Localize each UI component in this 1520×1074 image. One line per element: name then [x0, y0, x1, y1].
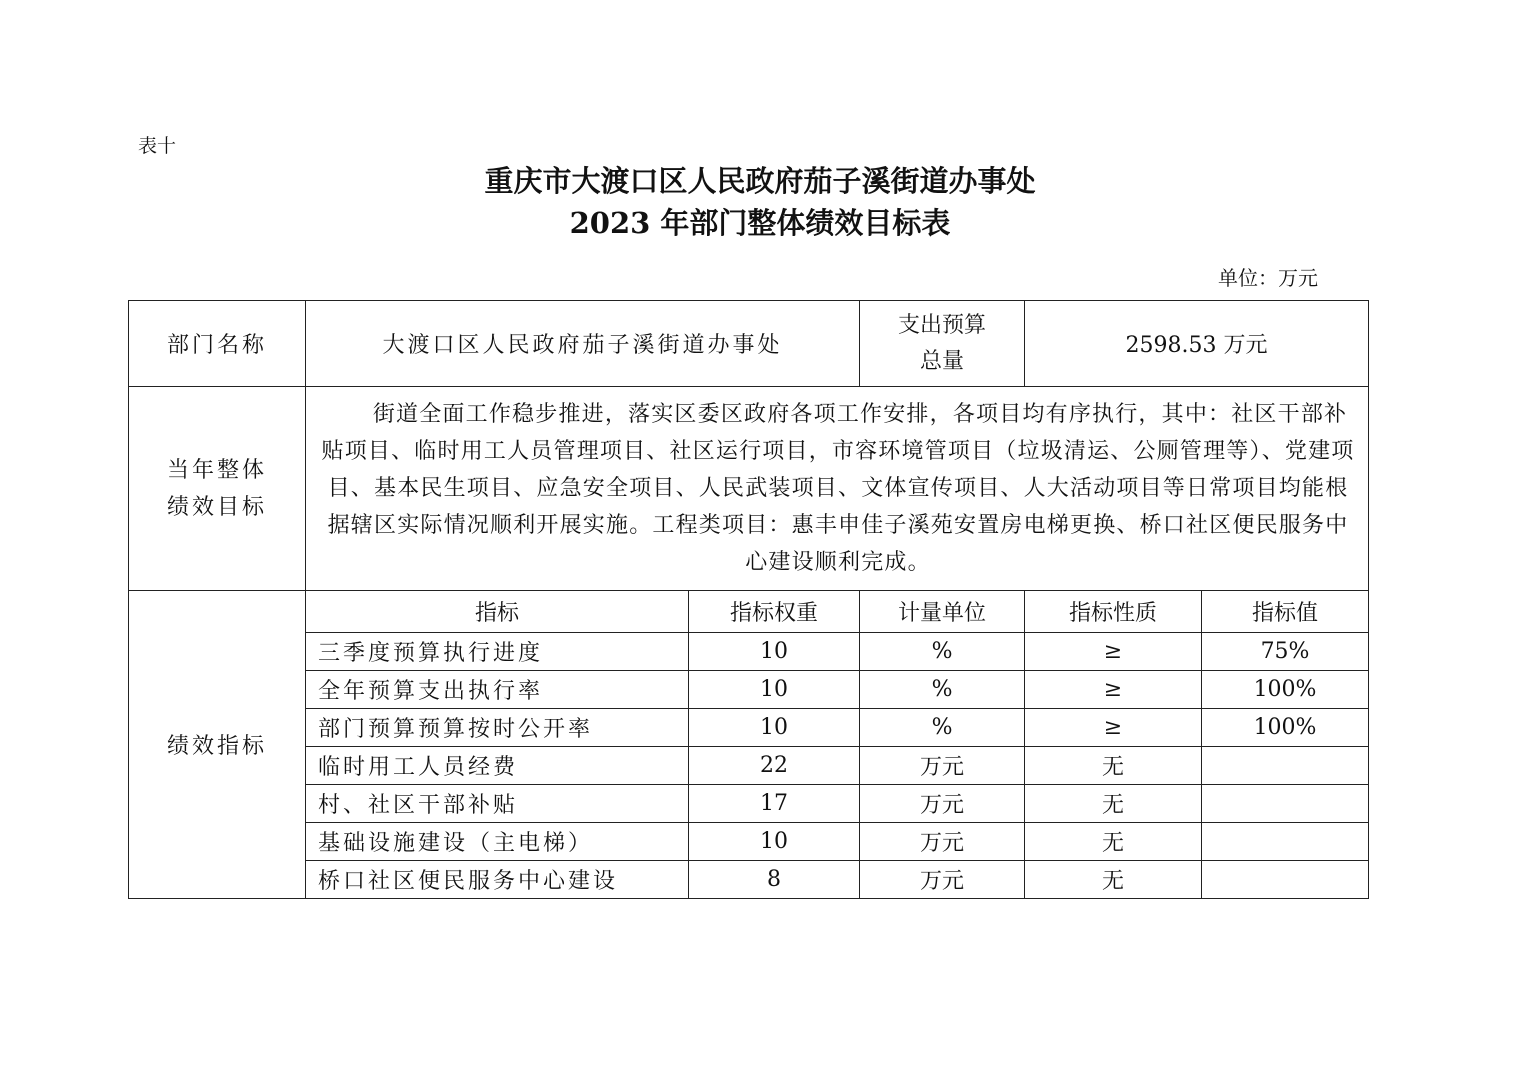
indicator-unit: 万元: [860, 785, 1025, 823]
indicator-value: 100%: [1202, 671, 1369, 709]
indicator-value: [1202, 785, 1369, 823]
indicator-name: 临时用工人员经费: [306, 747, 689, 785]
indicator-nature: ≥: [1025, 633, 1202, 671]
title-line-2: 2023 年部门整体绩效目标表: [569, 206, 951, 240]
title-line-1: 重庆市大渡口区人民政府茄子溪街道办事处: [484, 164, 1036, 198]
budget-total-value: 2598.53 万元: [1025, 301, 1369, 387]
table-row: [129, 633, 1369, 671]
table-row: [129, 823, 1369, 861]
indicator-weight: 10: [689, 709, 860, 747]
indicators-label: 绩效指标: [129, 591, 306, 899]
table-number-label: 表十: [138, 135, 177, 157]
header-unit: 计量单位: [860, 591, 1025, 633]
indicator-value: [1202, 861, 1369, 899]
indicator-name: 桥口社区便民服务中心建设: [306, 861, 689, 899]
indicator-weight: 22: [689, 747, 860, 785]
department-row: [129, 301, 1369, 387]
table-row: [129, 671, 1369, 709]
dept-name-label: 部门名称: [129, 301, 306, 387]
indicator-header-row: [129, 591, 1369, 633]
dept-name-value: 大渡口区人民政府茄子溪街道办事处: [306, 301, 860, 387]
indicator-value: [1202, 747, 1369, 785]
indicator-nature: 无: [1025, 785, 1202, 823]
indicator-name: 村、社区干部补贴: [306, 785, 689, 823]
annual-goal-row: [129, 387, 1369, 591]
indicator-nature: 无: [1025, 747, 1202, 785]
indicator-unit: 万元: [860, 747, 1025, 785]
indicator-name: 基础设施建设（主电梯）: [306, 823, 689, 861]
header-nature: 指标性质: [1025, 591, 1202, 633]
table-row: [129, 747, 1369, 785]
indicator-value: 75%: [1202, 633, 1369, 671]
indicator-nature: 无: [1025, 861, 1202, 899]
indicator-weight: 10: [689, 823, 860, 861]
annual-goal-text: 街道全面工作稳步推进，落实区委区政府各项工作安排，各项目均有序执行，其中：社区干部补贴项目、临时用工人员管理项目、社区运行项目，市容环境管项目（垃圾清运、公厕管理等）、党建项目、基本民生项目、应急安全项目、人民武装项目、文体宣传项目、人大活动项目等日常项目均能根据辖区实际情况顺利开展实施。工程类项目：惠丰申佳子溪苑安置房电梯更换、桥口社区便民服务中心建设顺利完成。: [306, 387, 1369, 591]
table-row: [129, 861, 1369, 899]
header-indicator: 指标: [306, 591, 689, 633]
indicator-weight: 10: [689, 671, 860, 709]
indicator-weight: 8: [689, 861, 860, 899]
indicator-unit: %: [860, 709, 1025, 747]
indicator-nature: ≥: [1025, 709, 1202, 747]
indicator-name: 全年预算支出执行率: [306, 671, 689, 709]
indicator-name: 三季度预算执行进度: [306, 633, 689, 671]
indicator-nature: ≥: [1025, 671, 1202, 709]
header-value: 指标值: [1202, 591, 1369, 633]
budget-total-label: [860, 301, 1025, 387]
performance-target-table: [128, 300, 1369, 899]
indicator-unit: 万元: [860, 861, 1025, 899]
budget-label-line-2: 总量: [920, 348, 965, 374]
document-title: [0, 160, 1520, 244]
indicator-unit: 万元: [860, 823, 1025, 861]
table-row: [129, 709, 1369, 747]
budget-label-line-1: 支出预算: [898, 312, 987, 338]
indicator-weight: 17: [689, 785, 860, 823]
table-row: [129, 785, 1369, 823]
annual-goal-label: [129, 387, 306, 591]
indicator-unit: %: [860, 671, 1025, 709]
indicator-unit: %: [860, 633, 1025, 671]
indicator-value: [1202, 823, 1369, 861]
indicator-name: 部门预算预算按时公开率: [306, 709, 689, 747]
annual-goal-label-line-1: 当年整体: [166, 457, 267, 483]
indicator-value: 100%: [1202, 709, 1369, 747]
indicator-nature: 无: [1025, 823, 1202, 861]
unit-label: 单位：万元: [1218, 266, 1318, 290]
indicator-weight: 10: [689, 633, 860, 671]
annual-goal-label-line-2: 绩效目标: [166, 494, 267, 520]
header-weight: 指标权重: [689, 591, 860, 633]
